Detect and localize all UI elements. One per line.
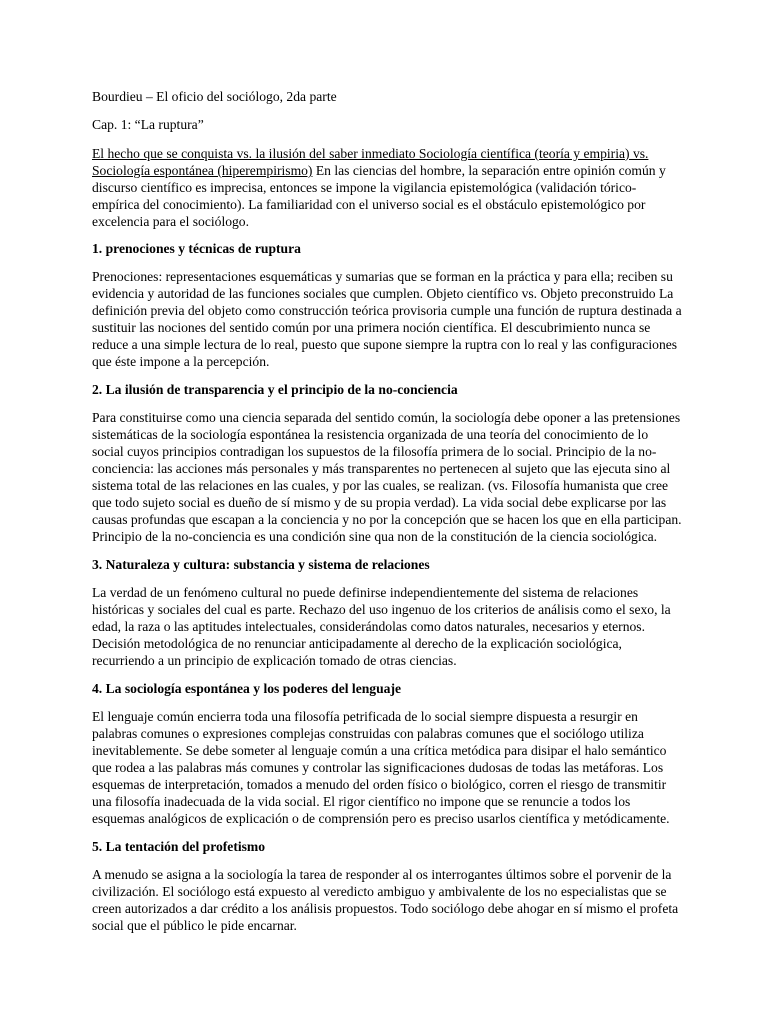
intro-text: En las ciencias del hombre, la separación entre opinión común y discurso científico es imprecisa, entonces se impone la vigilancia epistemológica (validación tórico-empírica del conocimiento). La familiaridad con el universo social es el obstáculo epistemológico por excelencia para el sociólogo. [92, 163, 666, 229]
intro-underlined-text: El hecho que se conquista vs. la ilusión del saber inmediato Sociología científica (teoría y empiria) vs. Sociología espontánea (hiperempirismo) [92, 146, 649, 178]
intro-paragraph [92, 145, 682, 230]
section-heading-2: 2. La ilusión de transparencia y el principio de la no-conciencia [92, 382, 458, 397]
section-body-3: La verdad de un fenómeno cultural no puede definirse independientemente del sistema de relaciones históricas y sociales del cual es parte. Rechazo del uso ingenuo de los criterios de análisis como el sexo, la edad, la raza o las aptitudes intelectuales, considerándolas como datos naturales, necesarios y eternos. Decisión metodológica de no renunciar anticipadamente al derecho de la explicación sociológica, recurriendo a un principio de explicación tomado de otras ciencias. [92, 585, 671, 668]
chapter-heading: Cap. 1: “La ruptura” [92, 117, 204, 132]
section-heading-1: 1. prenociones y técnicas de ruptura [92, 241, 301, 256]
document-page [92, 88, 682, 945]
document-title: Bourdieu – El oficio del sociólogo, 2da parte [92, 89, 337, 104]
section-body-1: Prenociones: representaciones esquemáticas y sumarias que se forman en la práctica y para ella; reciben su evidencia y autoridad de las funciones sociales que cumplen. Objeto científico vs. Objeto preconstruido La definición previa del objeto como construcción teórica provisoria cumple una función de ruptura destinada a sustituir las nociones del sentido común por una primera noción científica. El descubrimiento nunca se reduce a una simple lectura de lo real, puesto que supone siempre la ruptra con lo real y las configuraciones que éste impone a la percepción. [92, 269, 682, 369]
section-heading-3: 3. Naturaleza y cultura: substancia y sistema de relaciones [92, 557, 430, 572]
section-heading-5: 5. La tentación del profetismo [92, 839, 266, 854]
section-body-2: Para constituirse como una ciencia separada del sentido común, la sociología debe oponer a las pretensiones sistemáticas de la sociología espontánea la resistencia organizada de una teoría del conocimiento de lo social cuyos principios contradigan los supuestos de la filosofía primera de lo social. Principio de la no-conciencia: las acciones más personales y más transparentes no pertenecen al sujeto que las ejecuta sino al sistema total de las relaciones en las cuales, y por las cuales, se realizan. (vs. Filosofía humanista que cree que todo sujeto social es dueño de sí mismo y de su propia verdad). La vida social debe explicarse por las causas profundas que escapan a la conciencia y no por la concepción que se hacen los que en ella participan. Principio de la no-conciencia es una condición sine qua non de la constitución de la ciencia sociológica. [92, 410, 682, 544]
section-heading-4: 4. La sociología espontánea y los poderes del lenguaje [92, 681, 402, 696]
section-body-5: A menudo se asigna a la sociología la tarea de responder al os interrogantes últimos sobre el porvenir de la civilización. El sociólogo está expuesto al veredicto ambiguo y ambivalente de los no especialistas que se creen autorizados a dar crédito a los análisis propuestos. Todo sociólogo debe ahogar en sí mismo el profeta social que el público le pide encarnar. [92, 867, 679, 933]
section-body-4: El lenguaje común encierra toda una filosofía petrificada de lo social siempre dispuesta a resurgir en palabras comunes o expresiones complejas construidas con palabras comunes que el sociólogo utiliza inevitablemente. Se debe someter al lenguaje común a una crítica metódica para disipar el halo semántico que rodea a las palabras más comunes y controlar las significaciones dudosas de todas las metáforas. Los esquemas de interpretación, tomados a menudo del orden físico o biológico, corren el riesgo de transmitir una filosofía inadecuada de la vida social. El rigor científico no impone que se renuncie a todos los esquemas analógicos de explicación o de comprensión pero es preciso usarlos científica y metódicamente. [92, 709, 670, 826]
